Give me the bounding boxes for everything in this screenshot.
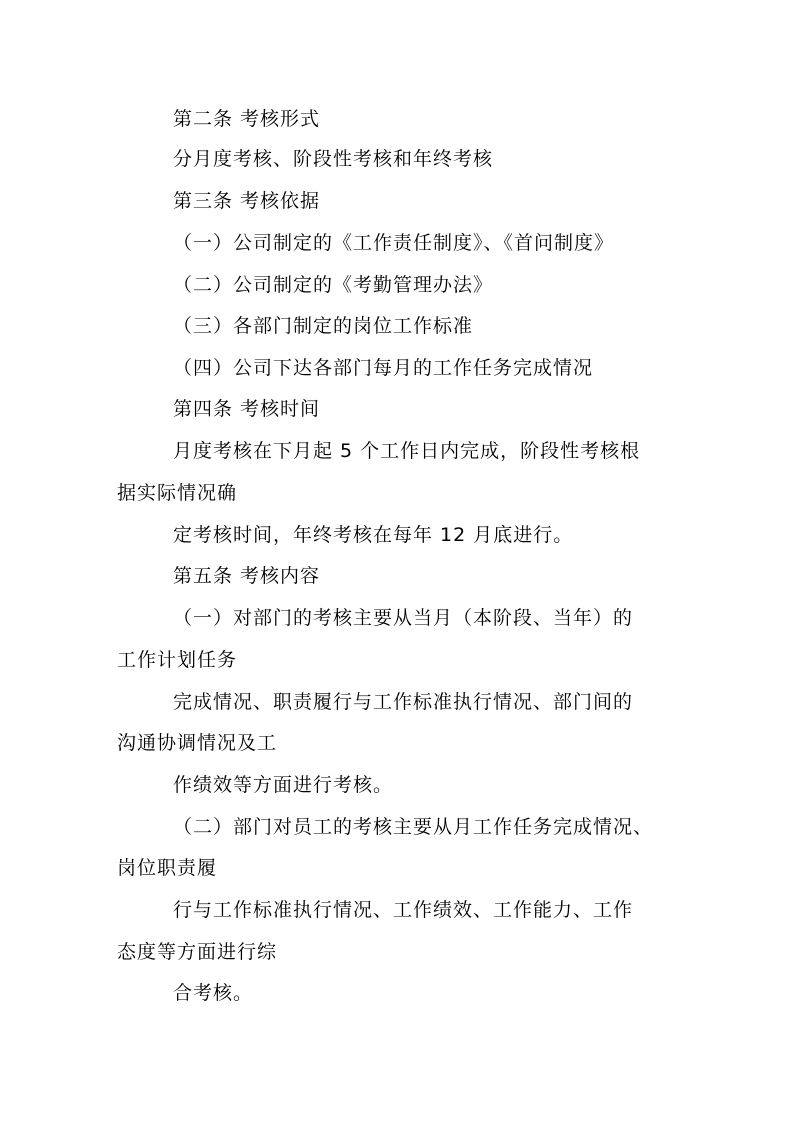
- article-2-heading: 第二条 考核形式: [173, 108, 321, 130]
- article-5-item-2-line-3: 行与工作标准执行情况、工作绩效、工作能力、工作: [173, 899, 634, 921]
- article-5-item-2-line-1: （二）部门对员工的考核主要从月工作任务完成情况、: [173, 816, 654, 838]
- article-3-item-2: （二）公司制定的《考勤管理办法》: [173, 274, 494, 296]
- article-3-item-3: （三）各部门制定的岗位工作标准: [173, 315, 474, 337]
- article-5-item-2-line-2: 岗位职责履: [117, 857, 218, 879]
- article-4-heading: 第四条 考核时间: [173, 398, 321, 420]
- article-2-body: 分月度考核、阶段性考核和年终考核: [173, 148, 494, 170]
- article-3-heading: 第三条 考核依据: [173, 190, 321, 212]
- article-4-body-line-1: 月度考核在下月起 5 个工作日内完成，阶段性考核根: [173, 440, 641, 462]
- article-5-item-1-line-1: （一）对部门的考核主要从当月（本阶段、当年）的: [173, 607, 634, 629]
- article-5-heading: 第五条 考核内容: [173, 565, 321, 587]
- article-3-item-1: （一）公司制定的《工作责任制度》、《首问制度》: [173, 232, 615, 254]
- article-4-body-line-3: 定考核时间，年终考核在每年 12 月底进行。: [173, 524, 574, 546]
- article-5-item-1-line-5: 作绩效等方面进行考核。: [173, 774, 394, 796]
- article-5-item-1-line-3: 完成情况、职责履行与工作标准执行情况、部门间的: [173, 691, 634, 713]
- article-5-item-2-line-4: 态度等方面进行综: [117, 941, 278, 963]
- article-4-body-line-2: 据实际情况确: [117, 482, 238, 504]
- article-5-item-1-line-2: 工作计划任务: [117, 649, 238, 671]
- article-3-item-4: （四）公司下达各部门每月的工作任务完成情况: [173, 357, 594, 379]
- article-5-item-2-line-5: 合考核。: [173, 982, 254, 1004]
- article-5-item-1-line-4: 沟通协调情况及工: [117, 732, 278, 754]
